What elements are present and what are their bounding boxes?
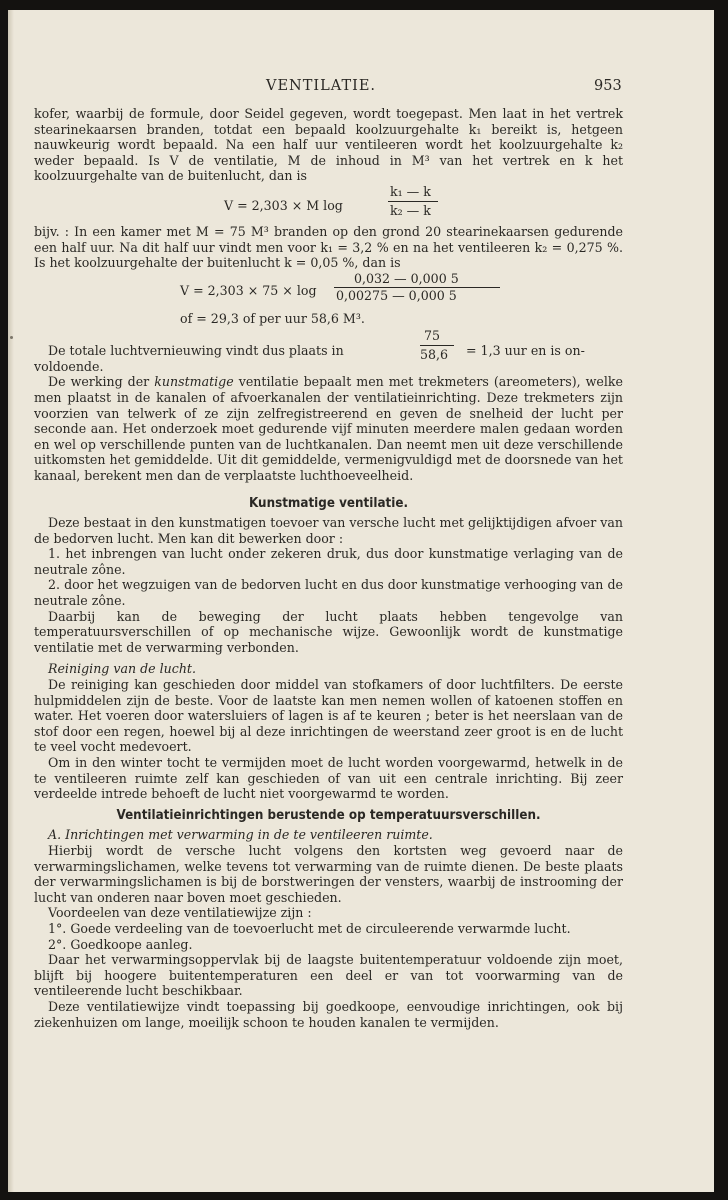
paragraph: De reiniging kan geschieden door middel van stofkamers of door luchtfilters. De eerste hulpmiddelen zijn de beste. Voor de laatste kan men nemen wollen of katoenen stoffen en water. Het voeren door watersluiers of lagen is af te keuren ; beter is het neerslaan van de stof door een regen, hoewel bij al deze inrichtingen de weerstand zeer groot is en de lucht te veel vocht medevoert. bbox=[34, 677, 623, 755]
paragraph-text: De totale luchtvernieuwing vindt dus plaats in bbox=[48, 342, 344, 358]
paragraph: Voordeelen van deze ventilatiewijze zijn : bbox=[48, 905, 312, 921]
paragraph: Daar het verwarmingsoppervlak bij de laagste buitentemperatuur voldoende zijn moet, blijft bij hoogere buitentemperaturen een deel er van tot voorwarming van de ventileerende lucht beschikbaar. bbox=[34, 952, 623, 999]
page-edge-shadow bbox=[8, 10, 14, 1192]
paragraph-rest: ventilatie bepaalt men met trekmeters (areometers), welke men plaatst in de kanalen of afvoerkanalen der ventilatieinrichting. Deze trekmeters zijn voorzien van telwerk of ze zijn zelfregistreerend en geven de snelheid der lucht per seconde aan. Het onderzoek moet gedurende vijf minuten meerdere malen gedaan worden en wel op verschillende punten van de luchtkanalen. Dan neemt men uit deze verschillende uitkomsten het gemiddelde. Uit dit gemiddelde, vermenigvuldigd met de doorsnede van het kanaal, berekent men dan de verplaatste luchthoeveelheid. bbox=[34, 374, 623, 483]
paragraph: Deze bestaat in den kunstmatigen toevoer van versche lucht met gelijktijdigen afvoer van de bedorven lucht. Men kan dit bewerken door : bbox=[34, 515, 623, 546]
formula-numerator: k₁ — k bbox=[390, 183, 431, 199]
list-item: 1°. Goede verdeeling van de toevoerlucht met de circuleerende verwarmde lucht. bbox=[48, 920, 571, 936]
formula-denominator: k₂ — k bbox=[390, 202, 431, 218]
formula-numerator: 0,032 — 0,000 5 bbox=[354, 270, 459, 286]
fraction-numerator: 75 bbox=[424, 327, 441, 343]
list-item: 2. door het wegzuigen van de bedorven lucht en dus door kunstmatige verhooging van de neutrale zône. bbox=[34, 577, 623, 609]
section-heading: Ventilatieinrichtingen berustende op temperatuursverschillen. bbox=[116, 807, 541, 823]
paragraph: bijv. : In een kamer met M = 75 M³ branden op den grond 20 stearinekaarsen gedurende een half uur. Na dit half uur vindt men voor k₁ = 3,2 % en na het ventileeren k₂ = 0,275 %. Is het koolzuurgehalte der buitenlucht k = 0,05 %, dan is bbox=[34, 223, 623, 271]
section-heading: Kunstmatige ventilatie. bbox=[248, 495, 408, 511]
formula-lhs: V = 2,303 × 75 × log bbox=[180, 282, 317, 298]
paragraph: Deze ventilatiewijze vindt toepassing bij goedkoope, eenvoudige inrichtingen, ook bij ziekenhuizen om lange, moeilijk schoon te houden kanalen te vermijden. bbox=[34, 998, 623, 1030]
fraction-denominator: 58,6 bbox=[420, 346, 449, 362]
formula-result-text: of = 29,3 of per uur 58,6 M³. bbox=[180, 310, 365, 326]
paragraph-continuation: voldoende. bbox=[34, 358, 104, 374]
emphasis: kunstmatige bbox=[154, 374, 234, 390]
subheading: Reiniging van de lucht. bbox=[48, 661, 196, 677]
formula-example bbox=[34, 271, 623, 307]
fraction-result: = 1,3 uur en is on- bbox=[466, 342, 585, 358]
list-item: 2°. Goedkoope aanleg. bbox=[48, 936, 193, 952]
formula-result bbox=[34, 307, 623, 333]
paragraph: Om in den winter tocht te vermijden moet de lucht worden voorgewarmd, hetwelk in de te ventileeren ruimte zelf kan geschieden of van uit een centrale inrichting. Bij zeer verdeelde intrede behoeft de lucht niet voorgewarmd te worden. bbox=[34, 755, 623, 802]
page-number: 953 bbox=[594, 78, 622, 94]
fraction-bar bbox=[388, 201, 438, 202]
page-body bbox=[34, 106, 623, 1030]
paragraph-start: De werking der bbox=[48, 374, 150, 390]
formula-denominator: 0,00275 — 0,000 5 bbox=[336, 287, 457, 303]
book-page bbox=[8, 10, 714, 1192]
paragraph: Daarbij kan de beweging der lucht plaats hebben tengevolge van temperatuursverschillen of op mechanische wijze. Gewoonlijk wordt de kunstmatige ventilatie met de verwarming verbonden. bbox=[34, 608, 623, 655]
paragraph-fraction bbox=[34, 327, 623, 367]
fraction-bar bbox=[420, 345, 454, 346]
list-item: 1. het inbrengen van lucht onder zekeren druk, dus door kunstmatige verlaging van de neutrale zône. bbox=[34, 546, 623, 577]
formula-seidel bbox=[34, 184, 623, 224]
margin-speck bbox=[10, 336, 13, 339]
paragraph: Hierbij wordt de versche lucht volgens den kortsten weg gevoerd naar de verwarmingslichamen, welke tevens tot verwarming van de ruimte dienen. De beste plaats der verwarmingslichamen is bij de borstweringen der vensters, waarbij de instrooming der lucht van onderen naar boven moet geschieden. bbox=[34, 842, 623, 905]
subheading: A. Inrichtingen met verwarming in de te ventileeren ruimte. bbox=[48, 827, 433, 843]
formula-lhs: V = 2,303 × M log bbox=[224, 197, 343, 213]
paragraph: kofer, waarbij de formule, door Seidel gegeven, wordt toegepast. Men laat in het vertrek stearinekaarsen branden, totdat een bepaald koolzuurgehalte k₁ bereikt is, hetgeen nauwkeurig wordt bepaald. Na een half uur ventileeren wordt het koolzuurgehalte k₂ weder bepaald. Is V de ventilatie, M de inhoud in M³ van het vertrek en k het koolzuurgehalte van de buitenlucht, dan is bbox=[34, 106, 623, 184]
running-head: VENTILATIE. bbox=[266, 78, 377, 94]
paragraph bbox=[34, 374, 623, 483]
